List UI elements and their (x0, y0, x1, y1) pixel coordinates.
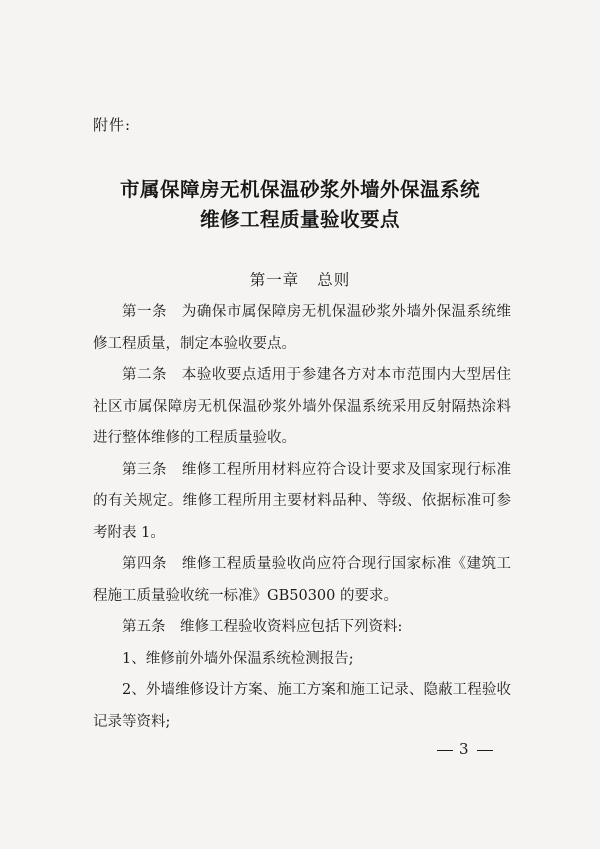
article-3: 第三条 维修工程所用材料应符合设计要求及国家现行标准的有关规定。维修工程所用主要材料品种、等级、依据标准可参考附表 1。 (93, 461, 511, 541)
list-item-1: 1、维修前外墙外保温系统检测报告; (122, 650, 354, 667)
dash-right (477, 750, 493, 751)
list-item-2: 2、外墙维修设计方案、施工方案和施工记录、隐蔽工程验收记录等资料; (93, 682, 511, 730)
attachment-label: 附件: (93, 116, 132, 134)
page-number-value: 3 (459, 740, 471, 758)
chapter-name: 总则 (317, 271, 351, 289)
chapter-number: 第一章 (249, 271, 300, 289)
article-2: 第二条 本验收要点适用于参建各方对本市范围内大型居住社区市属保障房无机保温砂浆外墙外保温系统采用反射隔热涂料进行整体维修的工程质量验收。 (93, 367, 511, 446)
chapter-heading (0, 268, 600, 290)
document-title-line-2: 维修工程质量验收要点 (199, 208, 400, 231)
article-5: 第五条 维修工程验收资料应包括下列资料: (122, 619, 403, 635)
article-1: 第一条 为确保市属保障房无机保温砂浆外墙外保温系统维修工程质量，制定本验收要点。 (93, 304, 511, 352)
document-title-line-1: 市属保障房无机保温砂浆外墙外保温系统 (119, 178, 480, 201)
page-number (431, 740, 499, 758)
body-text (93, 297, 511, 738)
dash-left (437, 750, 453, 751)
article-4: 第四条 维修工程质量验收尚应符合现行国家标准《建筑工程施工质量验收统一标准》GB50300 的要求。 (93, 556, 511, 604)
